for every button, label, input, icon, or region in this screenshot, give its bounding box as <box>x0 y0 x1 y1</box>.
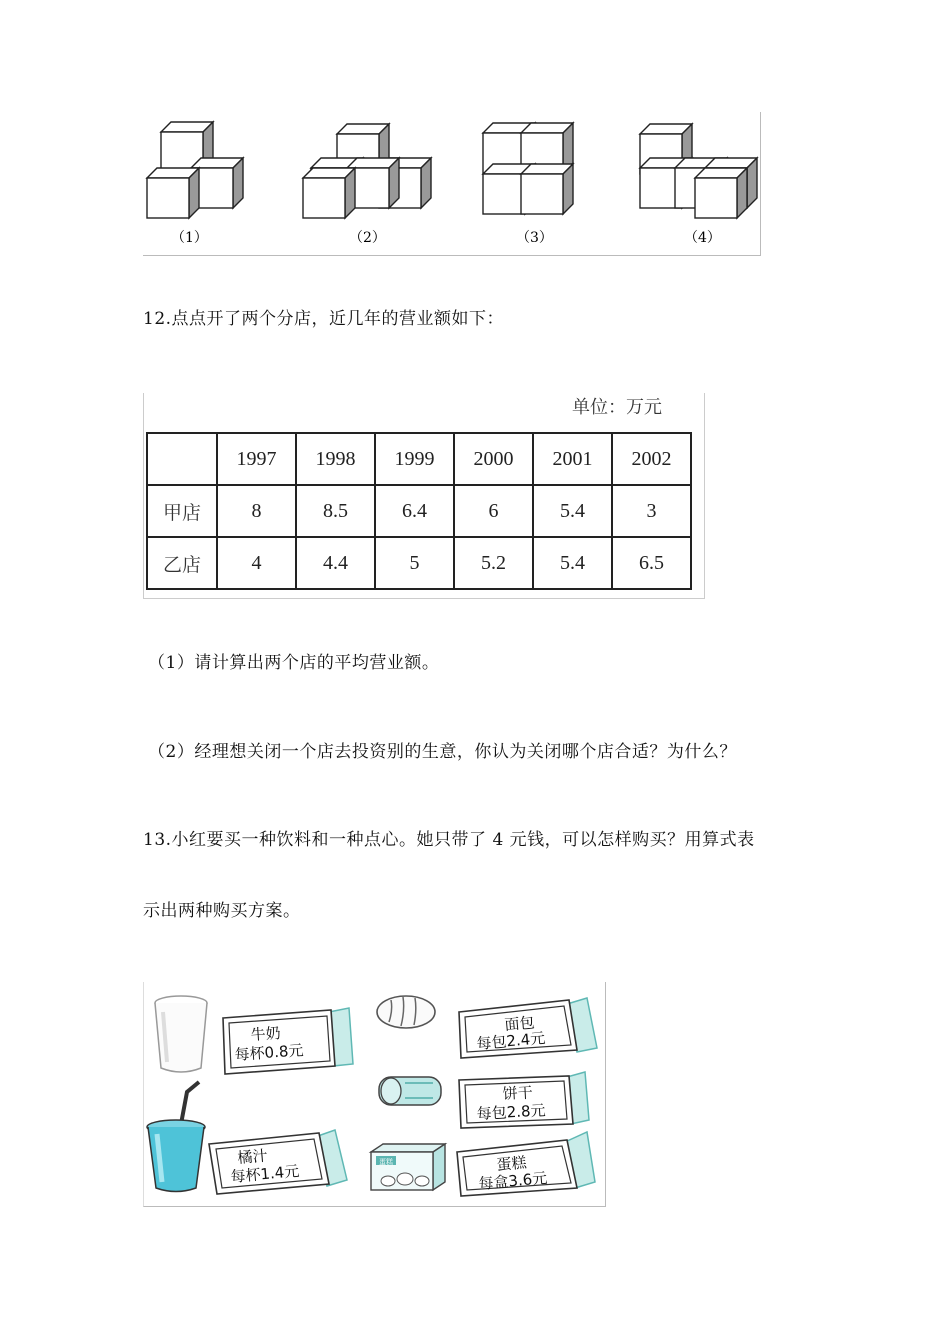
table-cell: 5.4 <box>533 485 612 537</box>
table-row-label: 甲店 <box>147 485 217 537</box>
cube-figure-4 <box>640 124 757 218</box>
table-year-cell: 2002 <box>612 433 691 485</box>
table-cell: 4.4 <box>296 537 375 589</box>
sales-table <box>146 432 692 590</box>
table-cell: 5.2 <box>454 537 533 589</box>
table-row-label: 乙店 <box>147 537 217 589</box>
sign-cake-price: 每盒3.6元 <box>477 1169 548 1193</box>
question-13-line-1: 13.小红要买一种饮料和一种点心。她只带了 4 元钱，可以怎样购买？用算式表 <box>143 830 755 850</box>
table-year-cell: 1998 <box>296 433 375 485</box>
sign-cake <box>457 1132 595 1196</box>
table-cell: 3 <box>612 485 691 537</box>
table-cell: 5 <box>375 537 454 589</box>
table-cell: 6.4 <box>375 485 454 537</box>
shop-illustration <box>143 982 604 1206</box>
cube-figure-3 <box>483 123 573 214</box>
table-cell: 4 <box>217 537 296 589</box>
table-cell: 6.5 <box>612 537 691 589</box>
cube-figure-2 <box>303 124 431 218</box>
sign-bread <box>459 998 597 1058</box>
sign-milk <box>223 1008 353 1074</box>
sign-juice-price: 每杯1.4元 <box>229 1162 300 1186</box>
cake-box-label: 蛋糕 <box>379 1158 393 1166</box>
question-12-sub-2: （2）经理想关闭一个店去投资别的生意，你认为关闭哪个店合适？为什么？ <box>148 742 737 762</box>
table-year-cell: 2001 <box>533 433 612 485</box>
table-cell: 8.5 <box>296 485 375 537</box>
table-year-cell: 2000 <box>454 433 533 485</box>
question-12-text: 12.点点开了两个分店，近几年的营业额如下： <box>143 309 505 329</box>
cube-label-2: （2） <box>349 230 386 246</box>
table-row <box>147 485 691 537</box>
unit-label: 单位：万元 <box>572 397 662 418</box>
sign-milk-name: 牛奶 <box>250 1023 282 1044</box>
bread-icon <box>377 996 435 1028</box>
cube-figures <box>143 112 760 255</box>
juice-cup-icon <box>147 1082 205 1192</box>
sign-biscuit <box>459 1072 589 1128</box>
sign-milk-price: 每杯0.8元 <box>234 1041 304 1064</box>
sign-juice-name: 橘汁 <box>236 1146 269 1167</box>
cube-label-3: （3） <box>516 230 553 246</box>
sign-biscuit-price: 每包2.8元 <box>476 1101 546 1123</box>
table-header-row <box>147 433 691 485</box>
sign-biscuit-name: 饼干 <box>502 1083 534 1103</box>
table-cell: 8 <box>217 485 296 537</box>
sign-juice <box>209 1130 347 1194</box>
table-corner-cell <box>147 433 217 485</box>
cube-figure-1 <box>147 122 243 218</box>
table-cell: 6 <box>454 485 533 537</box>
sign-bread-price: 每包2.4元 <box>475 1029 546 1053</box>
cube-label-4: （4） <box>684 230 721 246</box>
sign-cake-name: 蛋糕 <box>495 1153 528 1174</box>
question-12-sub-1: （1）请计算出两个店的平均营业额。 <box>148 653 440 673</box>
table-year-cell: 1999 <box>375 433 454 485</box>
milk-glass-icon <box>155 996 207 1072</box>
table-year-cell: 1997 <box>217 433 296 485</box>
cake-box-icon <box>371 1144 445 1190</box>
biscuit-roll-icon <box>379 1077 441 1105</box>
question-13-line-2: 示出两种购买方案。 <box>143 901 301 921</box>
cube-label-1: （1） <box>171 230 208 246</box>
sign-bread-name: 面包 <box>503 1013 536 1034</box>
table-row <box>147 537 691 589</box>
table-cell: 5.4 <box>533 537 612 589</box>
